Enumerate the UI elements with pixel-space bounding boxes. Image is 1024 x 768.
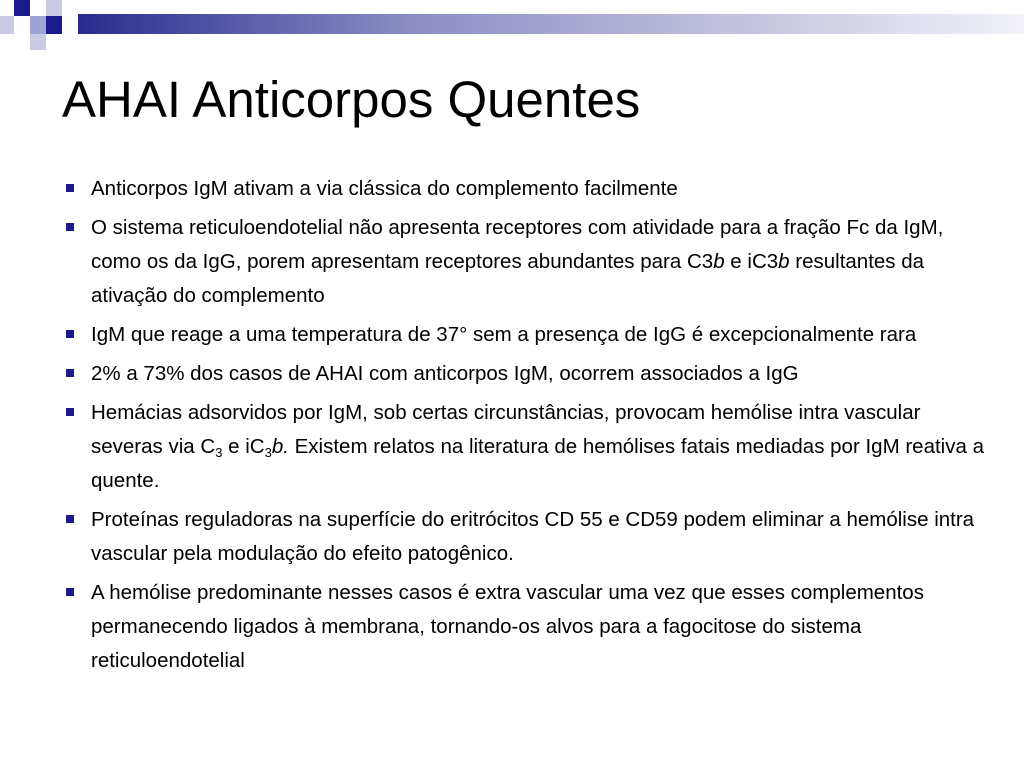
square-bullet-icon <box>66 330 74 338</box>
square-bullet-icon <box>66 223 74 231</box>
bullet-text: O sistema reticuloendotelial não apresenta receptores com atividade para a fração Fc da IgM, como os da IgG, porem apresentam receptores abundantes para C3 <box>91 216 944 273</box>
bullet-text: A hemólise predominante nesses casos é extra vascular uma vez que esses complementos permanecendo ligados à membrana, tornando-os alvos para a fagocitose do sistema reticuloendotelial <box>91 581 924 672</box>
square-bullet-icon <box>66 369 74 377</box>
header-decoration <box>0 0 1024 50</box>
bullet-text: resultantes da ativação do complemento <box>91 250 925 307</box>
bullet-text: e iC3 <box>724 250 779 273</box>
bullet-text-italic: b <box>778 250 790 273</box>
bullet-text: Proteínas reguladoras na superfície do eritrócitos CD 55 e CD59 podem eliminar a hemólise intra vascular pela modulação do efeito patogênico. <box>91 508 975 565</box>
bullet-item <box>62 576 992 678</box>
bullet-item <box>62 503 992 571</box>
bullet-item <box>62 211 992 313</box>
bullet-text: IgM que reage a uma temperatura de 37° sem a presença de IgG é excepcionalmente rara <box>91 323 917 346</box>
bullet-item <box>62 396 992 498</box>
bullet-text-italic: b <box>713 250 725 273</box>
bullet-list <box>62 172 992 683</box>
slide-title: AHAI Anticorpos Quentes <box>62 71 641 128</box>
square-bullet-icon <box>66 408 74 416</box>
bullet-subscript: 3 <box>215 445 223 460</box>
bullet-text: Anticorpos IgM ativam a via clássica do complemento facilmente <box>91 177 678 200</box>
bullet-text: Hemácias adsorvidos por IgM, sob certas circunstâncias, provocam hemólise intra vascular severas via C <box>91 401 921 458</box>
decorative-squares-graphic <box>0 0 1024 50</box>
bullet-text: Existem relatos na literatura de hemólises fatais mediadas por IgM reativa a quente. <box>91 435 984 492</box>
bullet-text: 2% a 73% dos casos de AHAI com anticorpos IgM, ocorrem associados a IgG <box>91 362 799 385</box>
square-bullet-icon <box>66 515 74 523</box>
square-bullet-icon <box>66 588 74 596</box>
bullet-subscript: 3 <box>264 445 272 460</box>
bullet-item <box>62 318 992 352</box>
bullet-text: e iC <box>222 435 265 458</box>
bullet-text-italic: b. <box>271 435 289 458</box>
square-bullet-icon <box>66 184 74 192</box>
bullet-item <box>62 172 992 206</box>
bullet-item <box>62 357 992 391</box>
